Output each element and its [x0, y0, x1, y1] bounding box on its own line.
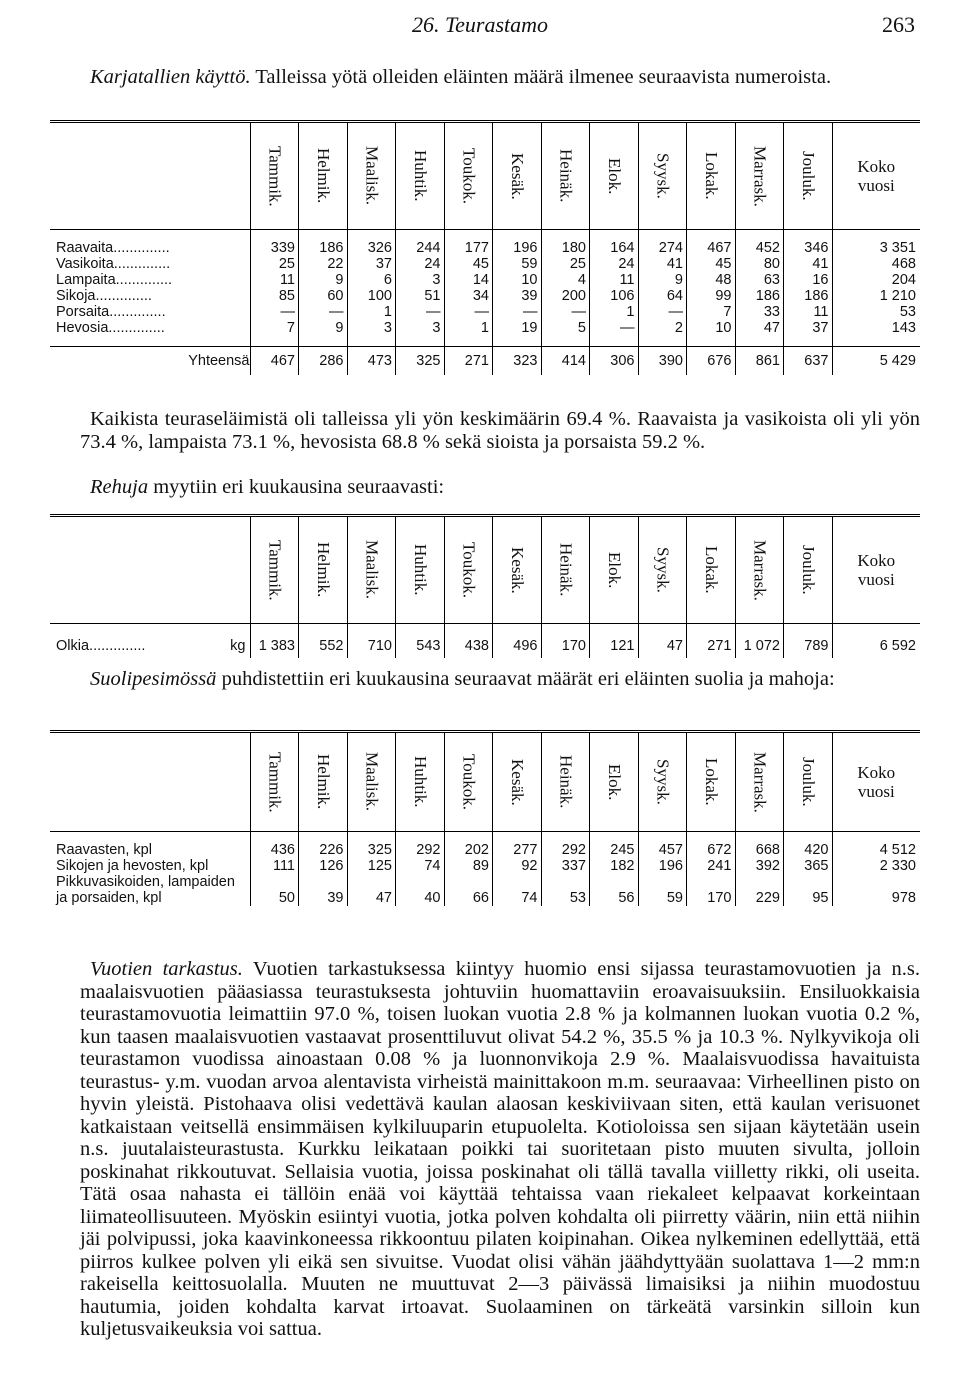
table-cell: 45	[444, 256, 493, 272]
sum-cell: 390	[638, 347, 687, 376]
table-row	[50, 320, 920, 336]
table-row	[50, 272, 920, 288]
table-cell: 45	[687, 256, 736, 272]
table-cell: 672	[687, 842, 736, 858]
table-cell: 1 072	[735, 634, 784, 658]
chapter-title: 26. Teurastamo	[411, 12, 549, 37]
col-header-month: Huhtik.	[396, 122, 445, 230]
col-header-month: Tammik.	[250, 516, 299, 624]
table-cell: 200	[541, 288, 590, 304]
table-cell: 5	[541, 320, 590, 336]
table-cell: 100	[347, 288, 396, 304]
row-label-text: Porsaita	[56, 304, 110, 320]
sum-label: Yhteensä	[50, 347, 250, 376]
text-vuotien: Vuotien tarkastuksessa kiintyy huomio ensi sijassa teurastamovuotien ja n.s. maalaisvuotien pääasiassa teurastuksesta johtuviin huomattaviin eroavaisuuksiin. Ensiluokkaisia teurastamovuotia leimattiin 97.0 %, toisen luokan vuotia 2.8 % ja kolmannen luokan vuotia 0.2 %, kun taasen maalaisvuotien vastaavat prosenttiluvut olivat 54.2 %, 35.5 % ja 10.3 %. Nylkyvikoja oli teurastamon vuodissa ainoastaan 0.08 % ja luonnonvikoja 2.9 %. Maalaisvuodissa havaituista teurastus- y.m. vuodan arvoa alentavista virheistä mainittakoon m.m. seuraavaa: Virheellinen pisto on hyvin yleistä. Pistohaava olisi vedettävä kaulan alaosan keskiviivaan siten, että kaulan verisuonet katkaistaan veitsellä ensimmäisen kylkiluuparin etupuolelta. Kotioloissa sen sijaan käytetään usein n.s. juutalaisteurastusta. Kurkku leikataan poikki tai suoritetaan pisto muuten sivulta, jolloin poskinahat rikkoutuvat. Sellaisia vuotia, joissa poskinahat oli tällä tavalla viilletty rikki, oli useita. Tätä osaa nahasta ei tällöin enää voi käyttää tehtaissa vaan riekaleet kelpaavat korkeintaan liimateollisuuteen. Myöskin esiintyi vuotia, jotka polven kohdalta oli piirretty väärin, niin että niihin jäi polvipussi, joka kaavinkoneessa rikkoontuu pilaten koipinahan. Oikea nylkeminen edellyttää, että piirros kulkee polven yli eikä sen sivuitse. Vuodat olisi vähän jäähdyttyään suolattava 1—2 mm:n rakeisella keittosuolalla. Muuten ne muuttuvat 2—3 päivässä limaisiksi ja niihin muodostuu hautumia, joiden kohdalta karvat irtoavat. Suolaaminen on tärkeätä varsinkin silloin kun kuljetusvaikeuksia voi sattua.	[80, 958, 920, 1340]
table-cell: 74	[396, 858, 445, 874]
table-cell: 438	[444, 634, 493, 658]
table-cell: 467	[687, 240, 736, 256]
table-cell: 1	[590, 304, 639, 320]
col-header-month: Kesäk.	[493, 122, 542, 230]
table-cell: 710	[347, 634, 396, 658]
table-cell: 39	[299, 874, 348, 906]
col-header-month: Elok.	[590, 516, 639, 624]
lead-vuotien: Vuotien tarkastus.	[90, 958, 243, 980]
table-cell: 53	[541, 874, 590, 906]
table-cell: 552	[299, 634, 348, 658]
table-row	[50, 634, 920, 658]
row-total: 4 512	[879, 842, 916, 858]
table-cell: 60	[299, 288, 348, 304]
sum-cell: 473	[347, 347, 396, 376]
col-header-month: Elok.	[590, 122, 639, 230]
table-cell: 74	[493, 874, 542, 906]
table-cell: 186	[784, 288, 833, 304]
col-header-month: Lokak.	[687, 516, 736, 624]
col-header-month: Jouluk.	[784, 122, 833, 230]
table-cell: 326	[347, 240, 396, 256]
sum-total: 5 429	[832, 347, 920, 376]
table-cell: 16	[784, 272, 833, 288]
table-cell: 177	[444, 240, 493, 256]
table-cell: 1	[347, 304, 396, 320]
table-cell: —	[493, 304, 542, 320]
row-label: Lampaita..............	[50, 272, 250, 288]
table-cell: 2	[638, 320, 687, 336]
row-total: 53	[899, 304, 916, 320]
sum-cell: 306	[590, 347, 639, 376]
table-cell: 543	[396, 634, 445, 658]
sum-cell: 414	[541, 347, 590, 376]
table-cell: 186	[299, 240, 348, 256]
col-header-month: Tammik.	[250, 122, 299, 230]
table-cell: 47	[347, 874, 396, 906]
table-cell: 9	[299, 320, 348, 336]
table-cell: 274	[638, 240, 687, 256]
sum-cell: 861	[735, 347, 784, 376]
table-cell: 245	[590, 842, 639, 858]
table-cell: 41	[784, 256, 833, 272]
table-cell: 668	[735, 842, 784, 858]
sum-cell: 325	[396, 347, 445, 376]
row-total: 1 210	[879, 288, 916, 304]
lead-suolipesimo: Suolipesimössä	[90, 668, 217, 690]
col-header-month: Jouluk.	[784, 732, 833, 832]
table-cell: 95	[784, 874, 833, 906]
row-total: 2 330	[879, 858, 916, 874]
row-total: 3 351	[879, 240, 916, 256]
row-label: Hevosia..............	[50, 320, 250, 336]
table-cell: —	[590, 320, 639, 336]
table-cell: 7	[687, 304, 736, 320]
table-cell: 196	[638, 858, 687, 874]
text-karjatallien: Talleissa yötä olleiden eläinten määrä ilmenee seuraavista numeroista.	[250, 66, 832, 88]
table-cell: 59	[638, 874, 687, 906]
table-row	[50, 256, 920, 272]
table-cell: 196	[493, 240, 542, 256]
table-cell: 24	[396, 256, 445, 272]
table-cell: —	[299, 304, 348, 320]
table-cell: 182	[590, 858, 639, 874]
col-header-month: Marrask.	[735, 516, 784, 624]
row-label-text: Raavasten, kpl	[56, 842, 152, 858]
table-cell: 41	[638, 256, 687, 272]
table-cell: 126	[299, 858, 348, 874]
table-cell: 365	[784, 858, 833, 874]
table-row	[50, 240, 920, 256]
col-header-month: Syysk.	[638, 122, 687, 230]
table-cell: 186	[735, 288, 784, 304]
col-header-month: Jouluk.	[784, 516, 833, 624]
sum-row	[50, 347, 920, 376]
table-cell: 3	[347, 320, 396, 336]
table-cell: 19	[493, 320, 542, 336]
row-label: Vasikoita..............	[50, 256, 250, 272]
table-cell: 25	[250, 256, 299, 272]
col-header-month: Huhtik.	[396, 516, 445, 624]
row-label: Raavaita..............	[50, 240, 250, 256]
col-header-month: Marrask.	[735, 732, 784, 832]
table-cell: 63	[735, 272, 784, 288]
table-cell: 339	[250, 240, 299, 256]
col-header-month: Kesäk.	[493, 732, 542, 832]
text-rehuja: myytiin eri kuukausina seuraavasti:	[148, 476, 445, 498]
table-feed-sold	[50, 514, 920, 658]
table-cell: —	[638, 304, 687, 320]
col-header-month: Toukok.	[444, 516, 493, 624]
col-header-month: Lokak.	[687, 732, 736, 832]
table-cell: 436	[250, 842, 299, 858]
col-header-month: Helmik.	[299, 732, 348, 832]
table-cell: 241	[687, 858, 736, 874]
table-cell: 89	[444, 858, 493, 874]
lead-rehuja: Rehuja	[90, 476, 149, 498]
table-cell: 6	[347, 272, 396, 288]
table-cell: 99	[687, 288, 736, 304]
table-cell: 325	[347, 842, 396, 858]
table-row	[50, 288, 920, 304]
table-cell: 392	[735, 858, 784, 874]
row-label-text: Sikojen ja hevosten, kpl	[56, 858, 209, 874]
table-cell: 3	[396, 320, 445, 336]
paragraph-rehuja	[80, 476, 920, 499]
col-header-month: Helmik.	[299, 122, 348, 230]
sum-cell: 271	[444, 347, 493, 376]
row-label-text: Sikoja	[56, 288, 96, 304]
row-label-text: Hevosia	[56, 320, 109, 336]
row-label: Sikoja..............	[50, 288, 250, 304]
col-header-month: Heinäk.	[541, 516, 590, 624]
sum-cell: 467	[250, 347, 299, 376]
table-cell: 271	[687, 634, 736, 658]
table-cell: 229	[735, 874, 784, 906]
row-label-text: Olkia	[56, 638, 90, 654]
paragraph-karjatallien	[80, 66, 920, 89]
col-header-month: Lokak.	[687, 122, 736, 230]
table-corner	[50, 122, 250, 230]
table-cell: 92	[493, 858, 542, 874]
col-header-month: Tammik.	[250, 732, 299, 832]
table-cell: 125	[347, 858, 396, 874]
table-cell: 50	[250, 874, 299, 906]
row-total: 468	[891, 256, 916, 272]
table-cell: 39	[493, 288, 542, 304]
sum-cell: 323	[493, 347, 542, 376]
table-intestines-cleaned	[50, 730, 920, 906]
row-label-text: Vasikoita	[56, 256, 114, 272]
table-cell: 202	[444, 842, 493, 858]
table-cell: 24	[590, 256, 639, 272]
col-header-month: Syysk.	[638, 516, 687, 624]
table-cell: 25	[541, 256, 590, 272]
table-row	[50, 304, 920, 320]
row-label-text: Lampaita	[56, 272, 116, 288]
table-cell: 170	[687, 874, 736, 906]
table-cell: 33	[735, 304, 784, 320]
col-header-month: Elok.	[590, 732, 639, 832]
col-header-month: Heinäk.	[541, 732, 590, 832]
table-cell: 337	[541, 858, 590, 874]
lead-karjatallien: Karjatallien käyttö.	[90, 66, 251, 88]
row-label: Olkia.............. kg	[50, 634, 250, 658]
table-cell: 56	[590, 874, 639, 906]
table-cell: 180	[541, 240, 590, 256]
table-cell: 10	[493, 272, 542, 288]
table-cell: —	[444, 304, 493, 320]
col-header-month: Maalisk.	[347, 516, 396, 624]
table-cell: 277	[493, 842, 542, 858]
table-cell: 292	[396, 842, 445, 858]
table-cell: 4	[541, 272, 590, 288]
table-animals-overnight	[50, 120, 920, 375]
text-percentages: Kaikista teuraseläimistä oli talleissa yli yön keskimäärin 69.4 %. Raavaista ja vasikoista oli yli yön 73.4 %, lampaista 73.1 %, hevosista 68.8 % sekä sioista ja porsaista 59.2 %.	[80, 408, 920, 453]
row-label	[50, 858, 250, 874]
table-row	[50, 858, 920, 874]
table-cell: 226	[299, 842, 348, 858]
row-label	[50, 874, 250, 906]
table-cell: 37	[347, 256, 396, 272]
sum-cell: 286	[299, 347, 348, 376]
sum-cell: 637	[784, 347, 833, 376]
table-cell: 47	[735, 320, 784, 336]
table-cell: 420	[784, 842, 833, 858]
table-cell: 292	[541, 842, 590, 858]
row-total: 6 592	[879, 638, 916, 654]
table-cell: 11	[250, 272, 299, 288]
table-cell: 1	[444, 320, 493, 336]
table-cell: 121	[590, 634, 639, 658]
table-cell: 85	[250, 288, 299, 304]
table-cell: 106	[590, 288, 639, 304]
col-header-month: Huhtik.	[396, 732, 445, 832]
table-row	[50, 842, 920, 858]
row-label: Porsaita..............	[50, 304, 250, 320]
col-header-month: Maalisk.	[347, 732, 396, 832]
row-label-text: Pikkuvasikoiden, lampaiden ja porsaiden, kpl	[56, 874, 235, 906]
col-header-month: Toukok.	[444, 122, 493, 230]
row-total: 204	[891, 272, 916, 288]
table-cell: 11	[590, 272, 639, 288]
col-header-month: Helmik.	[299, 516, 348, 624]
page-number: 263	[882, 12, 915, 37]
paragraph-suolipesimo	[80, 668, 920, 691]
table-cell: 164	[590, 240, 639, 256]
table-cell: 1 383	[250, 634, 299, 658]
table-cell: 14	[444, 272, 493, 288]
row-label-text: Raavaita	[56, 240, 114, 256]
table-cell: 66	[444, 874, 493, 906]
col-header-month: Kesäk.	[493, 516, 542, 624]
table-cell: 47	[638, 634, 687, 658]
table-cell: —	[541, 304, 590, 320]
col-header-total: Koko vuosi	[832, 732, 920, 832]
table-corner	[50, 732, 250, 832]
row-total: 978	[891, 890, 916, 906]
table-cell: 59	[493, 256, 542, 272]
table-cell: 48	[687, 272, 736, 288]
table-cell: 9	[638, 272, 687, 288]
row-unit: kg	[230, 638, 246, 654]
table-cell: 9	[299, 272, 348, 288]
row-total: 143	[891, 320, 916, 336]
table-cell: 346	[784, 240, 833, 256]
table-cell: 10	[687, 320, 736, 336]
table-cell: —	[250, 304, 299, 320]
table-cell: —	[396, 304, 445, 320]
table-cell: 51	[396, 288, 445, 304]
col-header-total: Koko vuosi	[832, 122, 920, 230]
paragraph-percentages	[80, 408, 920, 453]
table-cell: 11	[784, 304, 833, 320]
col-header-month: Syysk.	[638, 732, 687, 832]
table-row	[50, 874, 920, 906]
table-cell: 452	[735, 240, 784, 256]
table-cell: 64	[638, 288, 687, 304]
row-label	[50, 842, 250, 858]
col-header-total: Koko vuosi	[832, 516, 920, 624]
table-cell: 111	[250, 858, 299, 874]
paragraph-vuotien	[80, 958, 920, 1341]
table-corner	[50, 516, 250, 624]
table-cell: 457	[638, 842, 687, 858]
col-header-month: Heinäk.	[541, 122, 590, 230]
table-cell: 37	[784, 320, 833, 336]
table-cell: 34	[444, 288, 493, 304]
col-header-month: Marrask.	[735, 122, 784, 230]
table-cell: 22	[299, 256, 348, 272]
page-header	[0, 8, 960, 38]
table-cell: 244	[396, 240, 445, 256]
sum-cell: 676	[687, 347, 736, 376]
table-cell: 170	[541, 634, 590, 658]
table-cell: 40	[396, 874, 445, 906]
table-cell: 496	[493, 634, 542, 658]
table-cell: 7	[250, 320, 299, 336]
table-cell: 80	[735, 256, 784, 272]
col-header-month: Toukok.	[444, 732, 493, 832]
table-cell: 789	[784, 634, 833, 658]
text-suolipesimo: puhdistettiin eri kuukausina seuraavat määrät eri eläinten suolia ja mahoja:	[216, 668, 835, 690]
table-cell: 3	[396, 272, 445, 288]
col-header-month: Maalisk.	[347, 122, 396, 230]
